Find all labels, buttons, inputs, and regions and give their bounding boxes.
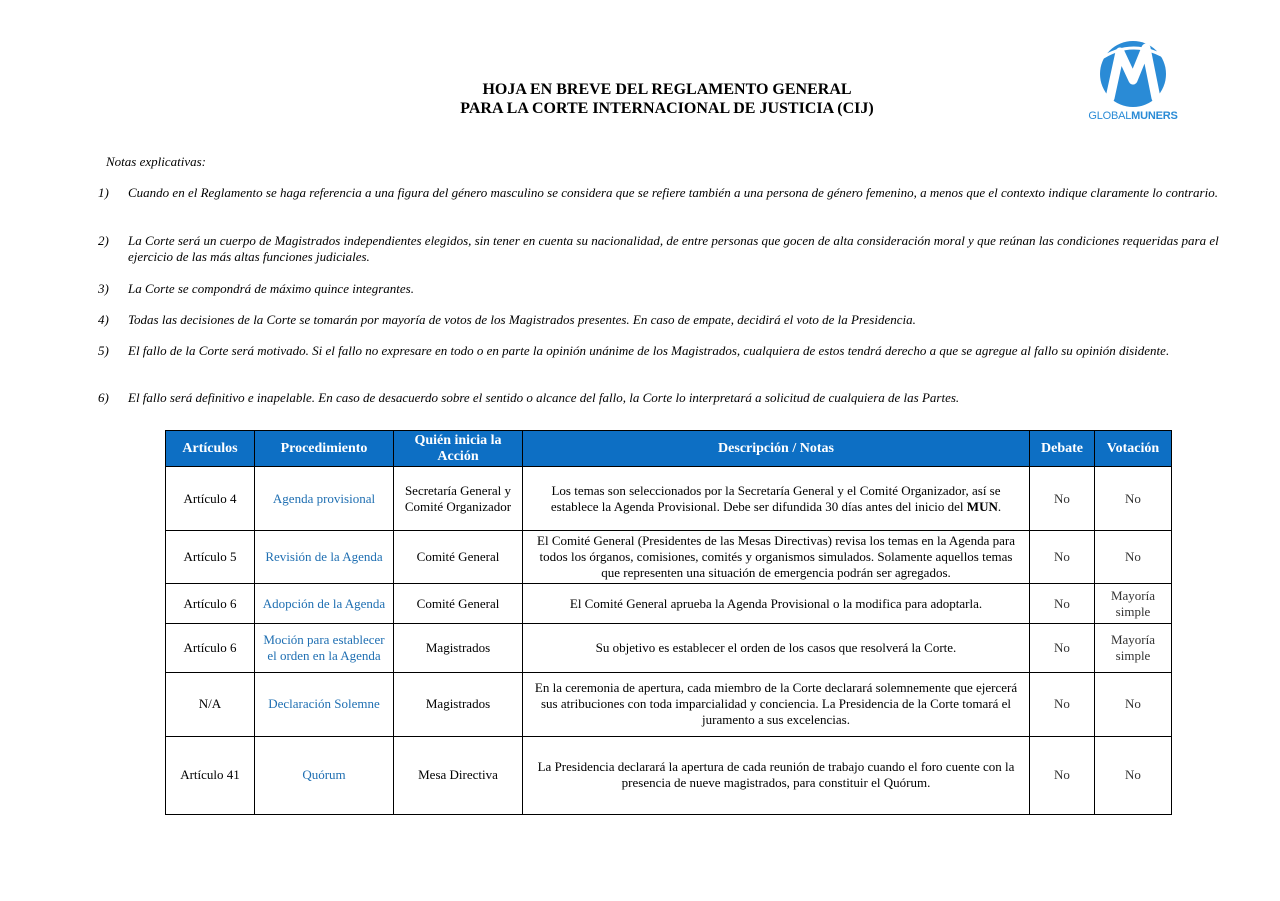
cell-procedimiento: Quórum	[255, 736, 394, 814]
note-number: 1)	[98, 185, 109, 200]
descripcion-end: .	[997, 498, 1002, 514]
cell-descripcion	[523, 467, 1030, 531]
table-header-row	[166, 431, 1172, 467]
logo-text-bold: MUNERS	[1131, 110, 1178, 122]
header-articulos: Artículos	[166, 431, 255, 467]
cell-quien: Magistrados	[394, 672, 523, 736]
descripcion-text: Los temas son seleccionados por la Secretaría General y el Comité Organizador, así se establece la Agenda Provisional. Debe ser difundida 30 días antes del inicio del	[550, 482, 1001, 514]
note-number: 5)	[98, 343, 109, 358]
cell-articulo: Artículo 6	[166, 624, 255, 672]
cell-quien: Mesa Directiva	[394, 736, 523, 814]
cell-procedimiento: Agenda provisional	[255, 467, 394, 531]
cell-votacion: Mayoría simple	[1095, 584, 1172, 624]
cell-debate: No	[1030, 531, 1095, 584]
logo-text	[1086, 110, 1180, 122]
cell-votacion: No	[1095, 672, 1172, 736]
cell-articulo: Artículo 41	[166, 736, 255, 814]
cell-procedimiento: Moción para establecer el orden en la Agenda	[255, 624, 394, 672]
header-quien-inicia: Quién inicia la Acción	[394, 431, 523, 467]
cell-votacion: No	[1095, 467, 1172, 531]
note-number: 4)	[98, 312, 109, 327]
cell-votacion: Mayoría simple	[1095, 624, 1172, 672]
cell-descripcion: Su objetivo es establecer el orden de los casos que resolverá la Corte.	[523, 624, 1030, 672]
cell-debate: No	[1030, 672, 1095, 736]
cell-procedimiento: Revisión de la Agenda	[255, 531, 394, 584]
note-text: Cuando en el Reglamento se haga referencia a una figura del género masculino se considera que se refiere también a una persona de género femenino, a menos que el contexto indique claramente lo contrario.	[128, 185, 1218, 200]
note-text: El fallo de la Corte será motivado. Si el fallo no expresare en todo o en parte la opinión unánime de los Magistrados, cualquiera de estos tendrá derecho a que se agregue al fallo su opinión disidente.	[128, 343, 1170, 358]
header-procedimiento: Procedimiento	[255, 431, 394, 467]
cell-votacion: No	[1095, 531, 1172, 584]
logo-text-light: GLOBAL	[1088, 110, 1132, 122]
globalmuners-m-logo-icon	[1086, 38, 1180, 110]
rules-table	[165, 430, 1172, 815]
note-number: 2)	[98, 233, 109, 248]
note-text: La Corte será un cuerpo de Magistrados independientes elegidos, sin tener en cuenta su nacionalidad, de entre personas que gocen de alta consideración moral y que reúnan las condiciones requeridas para el ejercicio de las más altas funciones judiciales.	[128, 233, 1219, 264]
table-row	[166, 672, 1172, 736]
cell-descripcion: En la ceremonia de apertura, cada miembro de la Corte declarará solemnemente que ejercerá sus atribuciones con toda imparcialidad y conciencia. La Presidencia de la Corte tomará el juramento a sus excelencias.	[523, 672, 1030, 736]
header-votacion: Votación	[1095, 431, 1172, 467]
descripcion-bold: MUN	[966, 498, 998, 514]
title-line-1: HOJA EN BREVE DEL REGLAMENTO GENERAL	[482, 81, 852, 98]
cell-descripcion: El Comité General aprueba la Agenda Provisional o la modifica para adoptarla.	[523, 584, 1030, 624]
note-text: La Corte se compondrá de máximo quince integrantes.	[128, 281, 414, 296]
table-row	[166, 736, 1172, 814]
cell-debate: No	[1030, 624, 1095, 672]
cell-quien: Magistrados	[394, 624, 523, 672]
cell-quien: Comité General	[394, 531, 523, 584]
header-descripcion: Descripción / Notas	[523, 431, 1030, 467]
title-line-2: PARA LA CORTE INTERNACIONAL DE JUSTICIA (CIJ)	[460, 100, 874, 117]
note-text: Todas las decisiones de la Corte se tomarán por mayoría de votos de los Magistrados presentes. En caso de empate, decidirá el voto de la Presidencia.	[128, 312, 916, 327]
table-row	[166, 467, 1172, 531]
cell-descripcion: La Presidencia declarará la apertura de cada reunión de trabajo cuando el foro cuente con la presencia de nueve magistrados, para constituir el Quórum.	[523, 736, 1030, 814]
cell-procedimiento: Adopción de la Agenda	[255, 584, 394, 624]
cell-debate: No	[1030, 584, 1095, 624]
note-number: 3)	[98, 281, 109, 296]
cell-articulo: Artículo 4	[166, 467, 255, 531]
cell-procedimiento: Declaración Solemne	[255, 672, 394, 736]
note-text: El fallo será definitivo e inapelable. En caso de desacuerdo sobre el sentido o alcance del fallo, la Corte lo interpretará a solicitud de cualquiera de las Partes.	[128, 390, 960, 405]
notes-title: Notas explicativas:	[106, 154, 207, 169]
cell-quien: Secretaría General y Comité Organizador	[394, 467, 523, 531]
header-debate: Debate	[1030, 431, 1095, 467]
cell-debate: No	[1030, 736, 1095, 814]
cell-articulo: Artículo 5	[166, 531, 255, 584]
cell-articulo: Artículo 6	[166, 584, 255, 624]
table-row	[166, 624, 1172, 672]
cell-descripcion: El Comité General (Presidentes de las Mesas Directivas) revisa los temas en la Agenda para todos los órganos, comisiones, comités y organismos simulados. Solamente aquellos temas que representen una situación de emergencia podrán ser agregados.	[523, 531, 1030, 584]
note-number: 6)	[98, 390, 109, 405]
cell-debate: No	[1030, 467, 1095, 531]
table-row	[166, 584, 1172, 624]
table-row	[166, 531, 1172, 584]
globalmuners-logo	[1086, 38, 1180, 128]
cell-quien: Comité General	[394, 584, 523, 624]
document-title	[340, 80, 994, 118]
cell-articulo: N/A	[166, 672, 255, 736]
cell-votacion: No	[1095, 736, 1172, 814]
